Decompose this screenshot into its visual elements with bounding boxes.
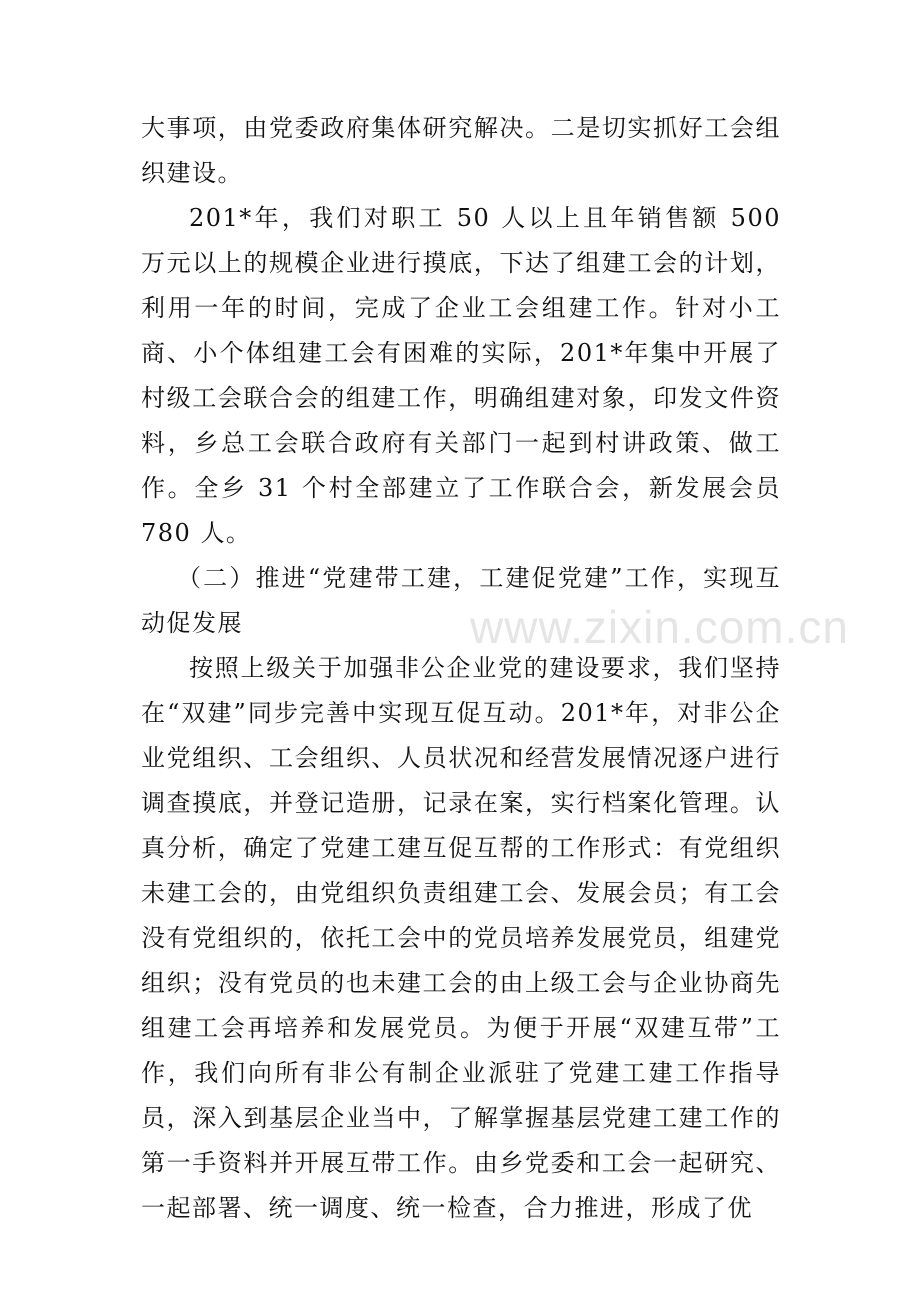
paragraph-dual-building: 按照上级关于加强非公企业党的建设要求，我们坚持在“双建”同步完善中实现互促互动。201*年，对非公企业党组织、工会组织、人员状况和经营发展情况逐户进行调查摸底，并登记造册，记录在案，实行档案化管理。认真分析，确定了党建工建互促互帮的工作形式：有党组织未建工会的，由党组织负责组建工会、发展会员；有工会没有党组织的，依托工会中的党员培养发展党员，组建党组织；没有党员的也未建工会的由上级工会与企业协商先组建工会再培养和发展党员。为便于开展“双建互带”工作，我们向所有非公有制企业派驻了党建工建工作指导员，深入到基层企业当中，了解掌握基层党建工建工作的第一手资料并开展互带工作。由乡党委和工会一起研究、一起部署、统一调度、统一检查，合力推进，形成了优 bbox=[141, 654, 781, 1222]
paragraph-continuation: 大事项，由党委政府集体研究解决。二是切实抓好工会组织建设。 bbox=[141, 114, 781, 187]
paragraph-union-building: 201*年，我们对职工 50 人以上且年销售额 500 万元以上的规模企业进行摸底，下达了组建工会的计划，利用一年的时间，完成了企业工会组建工作。针对小工商、小个体组建工会有困难的实际，201*年集中开展了村级工会联合会的组建工作，明确组建对象，印发文件资料，乡总工会联合政府有关部门一起到村讲政策、做工作。全乡 31 个村全部建立了工作联合会，新发展会员 780 人。 bbox=[141, 204, 781, 547]
document-body bbox=[141, 106, 781, 1231]
section-heading: （二）推进“党建带工建，工建促党建”工作，实现互动促发展 bbox=[141, 564, 781, 637]
watermark-text: www.zixin.com.cn bbox=[470, 601, 849, 653]
